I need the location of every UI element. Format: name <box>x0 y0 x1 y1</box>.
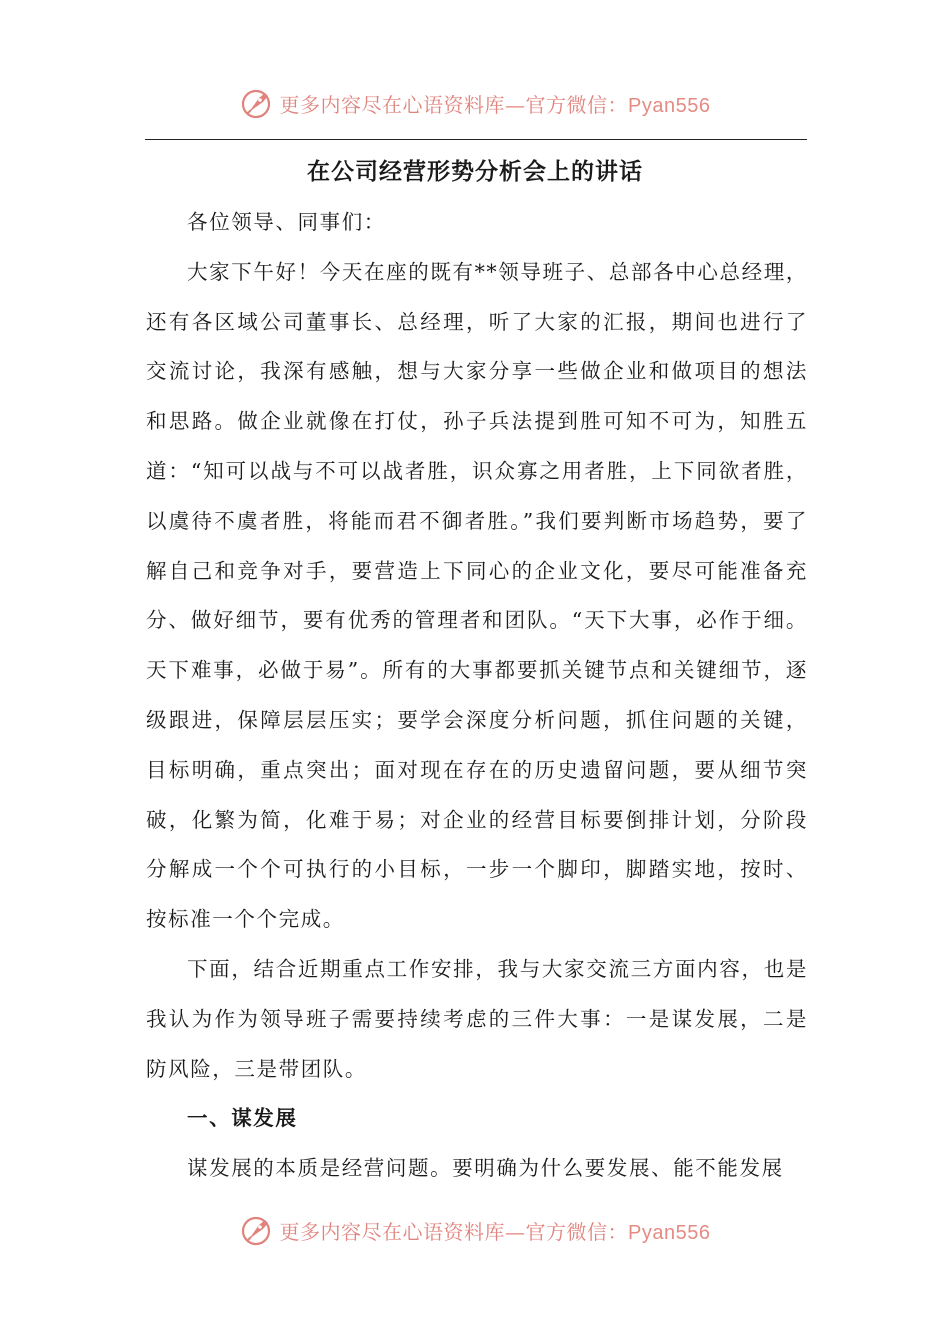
header-divider <box>145 139 807 140</box>
paragraph-2: 下面，结合近期重点工作安排，我与大家交流三方面内容，也是我认为作为领导班子需要持续考虑的三件大事：一是谋发展，二是防风险，三是带团队。 <box>146 956 808 1081</box>
paragraph-1: 大家下午好！今天在座的既有**领导班子、总部各中心总经理，还有各区域公司董事长、总经理，听了大家的汇报，期间也进行了交流讨论，我深有感触，想与大家分享一些做企业和做项目的想法和思路。做企业就像在打仗，孙子兵法提到胜可知不可为，知胜五道：“知可以战与不可以战者胜，识众寡之用者胜，上下同欲者胜，以虞待不虞者胜，将能而君不御者胜。”我们要判断市场趋势，要了解自己和竞争对手，要营造上下同心的企业文化，要尽可能准备充分、做好细节，要有优秀的管理者和团队。“天下大事，必作于细。天下难事，必做于易”。所有的大事都要抓关键节点和关键细节，逐级跟进，保障层层压实；要学会深度分析问题，抓住问题的关键，目标明确，重点突出；面对现在存在的历史遗留问题，要从细节突破，化繁为简，化难于易；对企业的经营目标要倒排计划，分阶段分解成一个个可执行的小目标，一步一个脚印，脚踏实地，按时、按标准一个个完成。 <box>146 259 808 932</box>
wechat-id: Pyan556 <box>628 94 711 117</box>
section-heading: 一、谋发展 <box>187 1106 298 1131</box>
salutation: 各位领导、同事们： <box>187 210 386 234</box>
wechat-id: Pyan556 <box>628 1221 711 1244</box>
document-body <box>146 198 808 1194</box>
document-title: 在公司经营形势分析会上的讲话 <box>307 158 643 185</box>
watermark-banner-top <box>0 81 950 125</box>
pen-nib-logo-icon <box>240 85 276 121</box>
section-paragraph: 谋发展的本质是经营问题。要明确为什么要发展、能不能发展 <box>187 1156 784 1181</box>
watermark-banner-bottom <box>0 1208 950 1252</box>
watermark-text: 更多内容尽在心语资料库—官方微信：Pyan556 <box>279 92 711 117</box>
pen-nib-logo-icon <box>240 1212 276 1248</box>
watermark-text: 更多内容尽在心语资料库—官方微信：Pyan556 <box>279 1219 711 1244</box>
